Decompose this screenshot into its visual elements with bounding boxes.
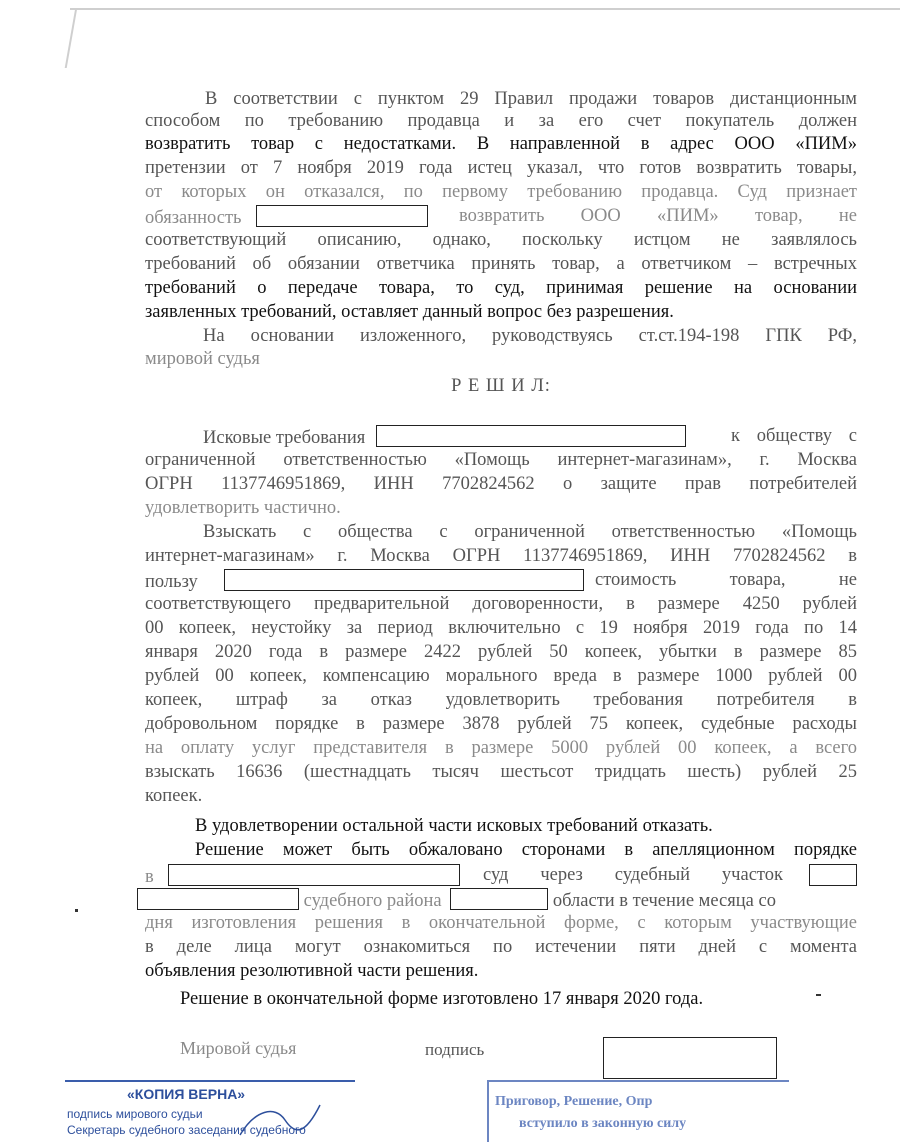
redacted-judge-name-box <box>603 1037 777 1079</box>
redacted-name-box <box>256 205 428 227</box>
p3-line3: ОГРН 1137746951869, ИНН 7702824562 о защите прав потребителей <box>145 474 857 494</box>
p1-line3: возвратить товар с недостатками. В направленной в адрес ООО «ПИМ» <box>145 134 857 154</box>
signature-squiggle <box>235 1100 325 1140</box>
p1-line1: В соответствии с пунктом 29 Правил продажи товаров дистанционным <box>205 89 857 109</box>
decision-heading: Р Е Ш И Л: <box>451 376 551 396</box>
p3-line2: ограниченной ответственностью «Помощь интернет-магазинам», г. Москва <box>145 450 857 470</box>
p2-line2: мировой судья <box>145 349 260 369</box>
p6-line2-end: суд через судебный участок <box>483 865 783 885</box>
p6-line3-end: области в течение месяца со <box>552 891 776 911</box>
redacted-plaintiff-box <box>376 425 686 447</box>
p4-line1: Взыскать с общества с ограниченной ответственностью «Помощь <box>203 522 857 542</box>
p3-line4: удовлетворить частично. <box>145 498 341 518</box>
p3-line1-end: к обществу с <box>731 426 857 446</box>
signature-label: подпись <box>425 1040 485 1059</box>
p3-line1 <box>145 425 857 449</box>
p4-line2: интернет-магазинам» г. Москва ОГРН 1137746951869, ИНН 7702824562 в <box>145 546 857 566</box>
p6-line2-start: в <box>145 867 154 887</box>
stamp-right-line2: вступило в законную силу <box>519 1116 687 1131</box>
p1-line7: соответствующий описанию, однако, поскольку истцом не заявлялось <box>145 230 857 250</box>
stamp-right-line1: Приговор, Решение, Опр <box>495 1094 653 1109</box>
p4-line8: копеек, штраф за отказ удовлетворить требования потребителя в <box>145 690 857 710</box>
p6-line2 <box>145 864 857 888</box>
judge-label: Мировой судья <box>180 1038 297 1058</box>
p1-line9: требований о передаче товара, то суд, принимая решение на основании <box>145 278 857 298</box>
p4-line3-start: пользу <box>145 572 198 592</box>
legal-force-stamp <box>487 1080 789 1142</box>
p1-line2: способом по требованию продавца и за его счет покупатель должен <box>145 111 857 131</box>
p1-line6-end: возвратить ООО «ПИМ» товар, не <box>459 206 857 226</box>
p7-line: Решение в окончательной форме изготовлено 17 января 2020 года. <box>180 989 704 1009</box>
redacted-district-box <box>137 888 299 910</box>
certified-copy-stamp <box>65 1080 355 1142</box>
p6-line5: в деле лица могут ознакомиться по истечении пяти дней с момента <box>145 937 857 957</box>
redacted-region-box <box>450 888 548 910</box>
p4-line6: января 2020 года в размере 2422 рублей 50 копеек, убытки в размере 85 <box>145 642 857 662</box>
p4-line5: 00 копеек, неустойку за период включительно с 19 ноября 2019 года по 14 <box>145 618 857 638</box>
redacted-precinct-box <box>809 864 857 886</box>
stamp-line2: Секретарь судебного заседания судебного <box>67 1123 306 1137</box>
p1-line8: требований об обязании ответчика принять товар, а ответчиком – встречных <box>145 254 857 274</box>
p4-line9: добровольном порядке в размере 3878 рублей 75 копеек, судебные расходы <box>145 714 857 734</box>
scan-dot-left <box>75 909 78 912</box>
p1-line5: от которых он отказался, по первому требованию продавца. Суд признает <box>145 182 857 202</box>
p6-line3 <box>137 888 849 912</box>
p4-line4: соответствующего предварительной договоренности, в размере 4250 рублей <box>145 594 857 614</box>
p4-line10: на оплату услуг представителя в размере 5000 рублей 00 копеек, а всего <box>145 738 857 758</box>
scan-edge-left <box>65 8 78 68</box>
scan-edge-top <box>70 8 900 10</box>
p6-line1: Решение может быть обжаловано сторонами в апелляционном порядке <box>195 840 857 860</box>
p3-line1-start: Исковые требования <box>203 428 366 448</box>
p6-line6: объявления резолютивной части решения. <box>145 961 479 981</box>
stamp-title: «КОПИЯ ВЕРНА» <box>127 1086 246 1102</box>
p4-line12: копеек. <box>145 786 203 806</box>
p2-line1: На основании изложенного, руководствуясь ст.ст.194-198 ГПК РФ, <box>203 326 857 346</box>
p6-line4: дня изготовления решения в окончательной форме, с которым участвующие <box>145 913 857 933</box>
p1-line6 <box>145 205 857 229</box>
p4-line3-end: стоимость товара, не <box>595 570 857 590</box>
p5-line: В удовлетворении остальной части исковых требований отказать. <box>195 816 713 836</box>
p1-line4: претензии от 7 ноября 2019 года истец указал, что готов возвратить товары, <box>145 158 857 178</box>
redacted-recipient-box <box>224 569 584 591</box>
redacted-court-box <box>168 864 460 886</box>
stamp-line1: подпись мирового судьи <box>67 1107 203 1121</box>
p4-line11: взыскать 16636 (шестнадцать тысяч шестьсот тридцать шесть) рублей 25 <box>145 762 857 782</box>
scan-dot-right <box>816 994 821 996</box>
p1-line10: заявленных требований, оставляет данный вопрос без разрешения. <box>145 302 674 322</box>
p6-line3-start: судебного района <box>303 891 442 911</box>
p1-line6-start: обязанность <box>145 208 242 228</box>
p4-line3 <box>145 569 857 593</box>
p4-line7: рублей 00 копеек, компенсацию морального вреда в размере 1000 рублей 00 <box>145 666 857 686</box>
